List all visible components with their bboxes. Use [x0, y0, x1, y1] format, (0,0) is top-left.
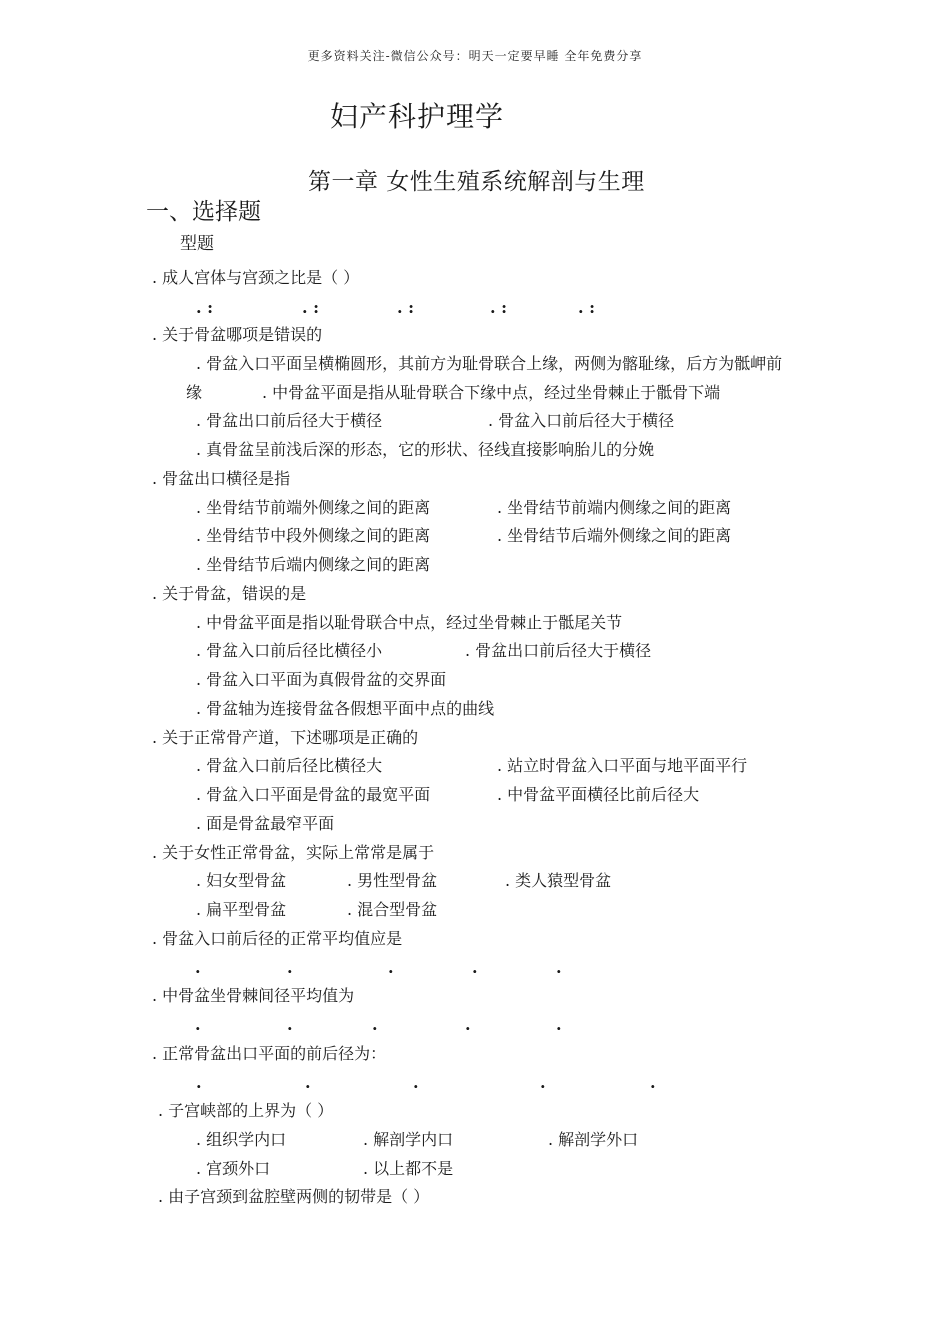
question-5-option-a: . 骨盆入口前后径比横径大 — [196, 756, 383, 775]
question-10-option-c: . 解剖学外口 — [548, 1130, 639, 1149]
question-3-stem: . 骨盆出口横径是指 — [152, 469, 291, 488]
question-1-option-a: . : — [196, 298, 214, 317]
question-type-label: 型题 — [180, 234, 214, 254]
question-1-option-e: . : — [578, 298, 596, 317]
question-4-option-a: . 中骨盆平面是指以耻骨联合中点，经过坐骨棘止于骶尾关节 — [196, 613, 623, 632]
question-2-option-a-cont: 缘 — [186, 383, 203, 402]
question-2-option-d: . 骨盆入口前后径大于横径 — [488, 411, 675, 430]
question-1-option-d: . : — [490, 298, 508, 317]
question-9-option-d: . — [540, 1073, 546, 1092]
question-6-option-a: . 妇女型骨盆 — [196, 871, 287, 890]
question-4-option-d: . 骨盆入口平面为真假骨盆的交界面 — [196, 670, 447, 689]
question-5-option-c: . 骨盆入口平面是骨盆的最宽平面 — [196, 785, 431, 804]
question-8-option-b: . — [287, 1015, 293, 1034]
question-7-option-e: . — [556, 958, 562, 977]
question-2-option-e: . 真骨盆呈前浅后深的形态，它的形状、径线直接影响胎儿的分娩 — [196, 440, 655, 459]
question-6-option-c: . 类人猿型骨盆 — [505, 871, 612, 890]
question-5-option-e: . 面是骨盆最窄平面 — [196, 814, 335, 833]
question-9-option-a: . — [196, 1073, 202, 1092]
question-3-option-d: . 坐骨结节后端外侧缘之间的距离 — [497, 526, 732, 545]
question-2-option-c: . 骨盆出口前后径大于横径 — [196, 411, 383, 430]
question-6-option-b: . 男性型骨盆 — [347, 871, 438, 890]
question-10-option-d: . 宫颈外口 — [196, 1159, 271, 1178]
question-3-option-e: . 坐骨结节后端内侧缘之间的距离 — [196, 555, 431, 574]
question-7-option-d: . — [472, 958, 478, 977]
question-8-option-d: . — [465, 1015, 471, 1034]
page-header: 更多资料关注-微信公众号：明天一定要早睡 全年免费分享 — [307, 49, 643, 63]
question-4-option-e: . 骨盆轴为连接骨盆各假想平面中点的曲线 — [196, 699, 495, 718]
question-2-option-a: . 骨盆入口平面呈横椭圆形，其前方为耻骨联合上缘，两侧为髂耻缘，后方为骶岬前 — [196, 354, 783, 373]
question-1-option-b: . : — [302, 298, 320, 317]
question-7-option-c: . — [388, 958, 394, 977]
question-8-stem: . 中骨盆坐骨棘间径平均值为 — [152, 986, 355, 1005]
question-6-option-d: . 扁平型骨盆 — [196, 900, 287, 919]
question-10-stem: . 子宫峡部的上界为（ ） — [158, 1101, 334, 1120]
question-8-option-a: . — [195, 1015, 201, 1034]
question-10-option-a: . 组织学内口 — [196, 1130, 287, 1149]
question-9-option-e: . — [650, 1073, 656, 1092]
chapter-title: 第一章 女性生殖系统解剖与生理 — [308, 169, 645, 195]
question-4-option-b: . 骨盆入口前后径比横径小 — [196, 641, 383, 660]
document-title: 妇产科护理学 — [330, 100, 505, 133]
question-8-option-e: . — [556, 1015, 562, 1034]
question-4-stem: . 关于骨盆，错误的是 — [152, 584, 307, 603]
question-1-stem: . 成人宫体与宫颈之比是（ ） — [152, 268, 360, 287]
question-2-option-b: . 中骨盆平面是指从耻骨联合下缘中点，经过坐骨棘止于骶骨下端 — [262, 383, 721, 402]
question-7-option-a: . — [195, 958, 201, 977]
question-3-option-c: . 坐骨结节中段外侧缘之间的距离 — [196, 526, 431, 545]
question-7-option-b: . — [287, 958, 293, 977]
question-3-option-a: . 坐骨结节前端外侧缘之间的距离 — [196, 498, 431, 517]
question-7-stem: . 骨盆入口前后径的正常平均值应是 — [152, 929, 403, 948]
question-9-option-b: . — [305, 1073, 311, 1092]
question-2-stem: . 关于骨盆哪项是错误的 — [152, 325, 323, 344]
question-5-option-b: . 站立时骨盆入口平面与地平面平行 — [497, 756, 748, 775]
question-3-option-b: . 坐骨结节前端内侧缘之间的距离 — [497, 498, 732, 517]
section-heading: 一、选择题 — [146, 199, 261, 225]
question-1-option-c: . : — [397, 298, 415, 317]
question-5-stem: . 关于正常骨产道，下述哪项是正确的 — [152, 728, 419, 747]
question-5-option-d: . 中骨盆平面横径比前后径大 — [497, 785, 700, 804]
question-9-stem: . 正常骨盆出口平面的前后径为： — [152, 1044, 387, 1063]
question-6-stem: . 关于女性正常骨盆，实际上常常是属于 — [152, 843, 435, 862]
question-6-option-e: . 混合型骨盆 — [347, 900, 438, 919]
question-10-option-b: . 解剖学内口 — [363, 1130, 454, 1149]
question-8-option-c: . — [372, 1015, 378, 1034]
question-4-option-c: . 骨盆出口前后径大于横径 — [465, 641, 652, 660]
question-11-stem: . 由子宫颈到盆腔壁两侧的韧带是（ ） — [158, 1187, 430, 1206]
question-9-option-c: . — [413, 1073, 419, 1092]
question-10-option-e: . 以上都不是 — [363, 1159, 454, 1178]
